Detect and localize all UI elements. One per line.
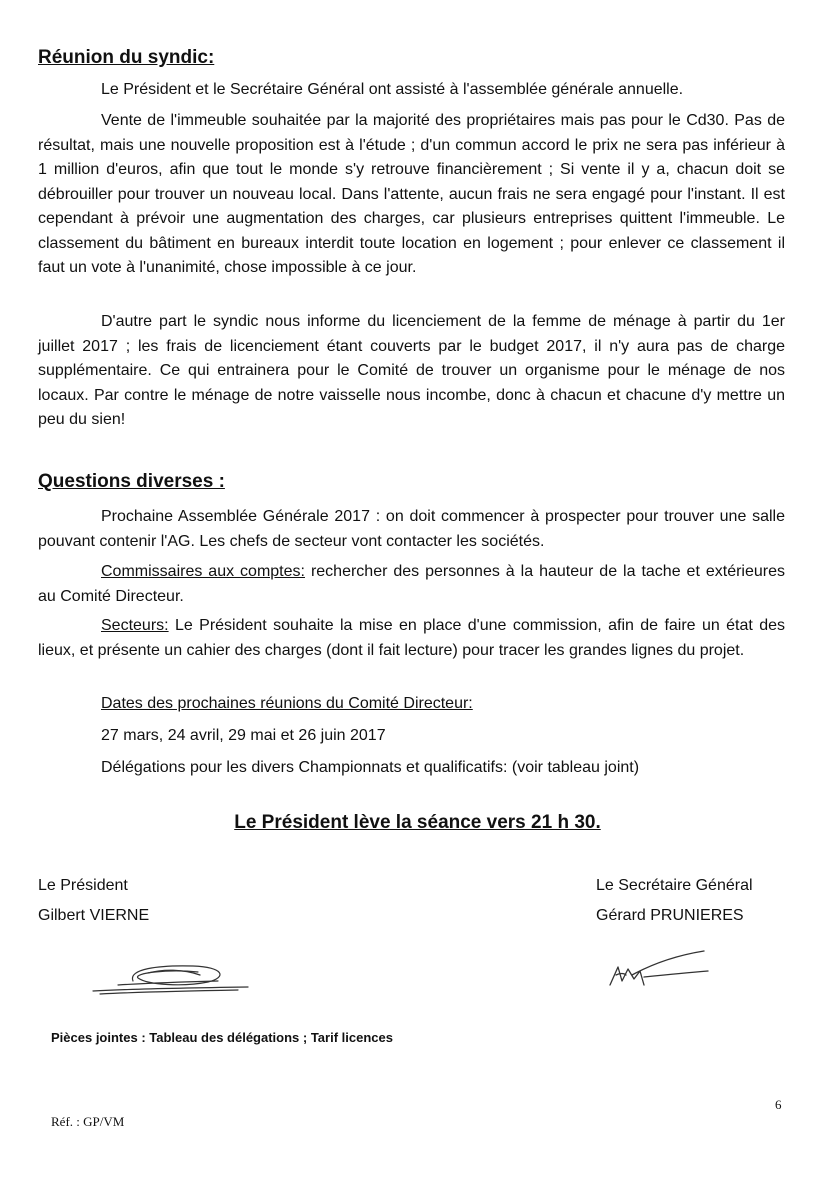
paragraph-text: Le Président et le Secrétaire Général ont assisté à l'assemblée générale annuelle. (101, 81, 684, 98)
closing-statement: Le Président lève la séance vers 21 h 30. (234, 812, 601, 833)
paragraph-text: rechercher des personnes à la hauteur de la tache et extérieures au Comité Directeur. (38, 563, 786, 605)
delegations-line: Délégations pour les divers Championnats et qualificatifs: (voir tableau joint) (101, 759, 640, 776)
section-heading-questions: Questions diverses : (38, 471, 225, 492)
paragraph-label: Commissaires aux comptes: (101, 563, 305, 580)
paragraph-text: Prochaine Assemblée Générale 2017 : on doit commencer à prospecter pour trouver une salle pouvant contenir l'AG. Les chefs de secteur vont contacter les sociétés. (38, 508, 785, 550)
paragraph (38, 310, 785, 433)
paragraph (38, 614, 785, 663)
paragraph-text: Le Président souhaite la mise en place d'une commission, afin de faire un état des lieux, et présente un cahier des charges (dont il fait lecture) pour tracer les grandes lignes du projet. (38, 617, 785, 659)
signatory-right-title: Le Secrétaire Général (596, 877, 753, 894)
signatory-left-name: Gilbert VIERNE (38, 907, 150, 924)
section-heading-syndic: Réunion du syndic: (38, 47, 215, 68)
paragraph (38, 78, 785, 103)
signatory-left-title: Le Président (38, 877, 128, 894)
president-signature-icon (88, 945, 253, 1007)
secretary-signature-icon (604, 945, 714, 995)
paragraph (38, 560, 785, 609)
signatory-right-name: Gérard PRUNIERES (596, 907, 744, 924)
paragraph (38, 505, 785, 554)
paragraph-label: Secteurs: (101, 617, 169, 634)
paragraph-text: Vente de l'immeuble souhaitée par la majorité des propriétaires mais pas pour le Cd30. Pas de résultat, mais une nouvelle proposition est à l'étude ; d'un commun accord le prix ne sera pas inférieur à 1 million d'euros, afin que tout le monde s'y retrouve financièrement ; Si vente il y a, chacun doit se débrouiller pour trouver un nouveau local. Dans l'attente, aucun frais ne sera engagé pour l'instant. Il est cependant à prévoir une augmentation des charges, car plusieurs entreprises quittent l'immeuble. Le classement du bâtiment en bureaux interdit toute location en logement ; pour enlever ce classement il faut un vote à l'unanimité, chose impossible à ce jour. (38, 112, 785, 276)
attachments-note: Pièces jointes : Tableau des délégations ; Tarif licences (51, 1030, 393, 1045)
reference-code: Réf. : GP/VM (51, 1114, 125, 1129)
dates-label: Dates des prochaines réunions du Comité Directeur: (101, 695, 473, 712)
meeting-dates: 27 mars, 24 avril, 29 mai et 26 juin 2017 (101, 727, 386, 744)
paragraph (38, 109, 785, 281)
page-number: 6 (775, 1097, 782, 1112)
paragraph-text: D'autre part le syndic nous informe du licenciement de la femme de ménage à partir du 1er juillet 2017 ; les frais de licenciement étant couverts par le budget 2017, il n'y aura pas de charge supplémentaire. Ce qui entrainera pour le Comité de trouver un organisme pour le ménage de nos locaux. Par contre le ménage de notre vaisselle nous incombe, donc à chacun et chacune d'y mettre un peu du sien! (38, 313, 785, 428)
